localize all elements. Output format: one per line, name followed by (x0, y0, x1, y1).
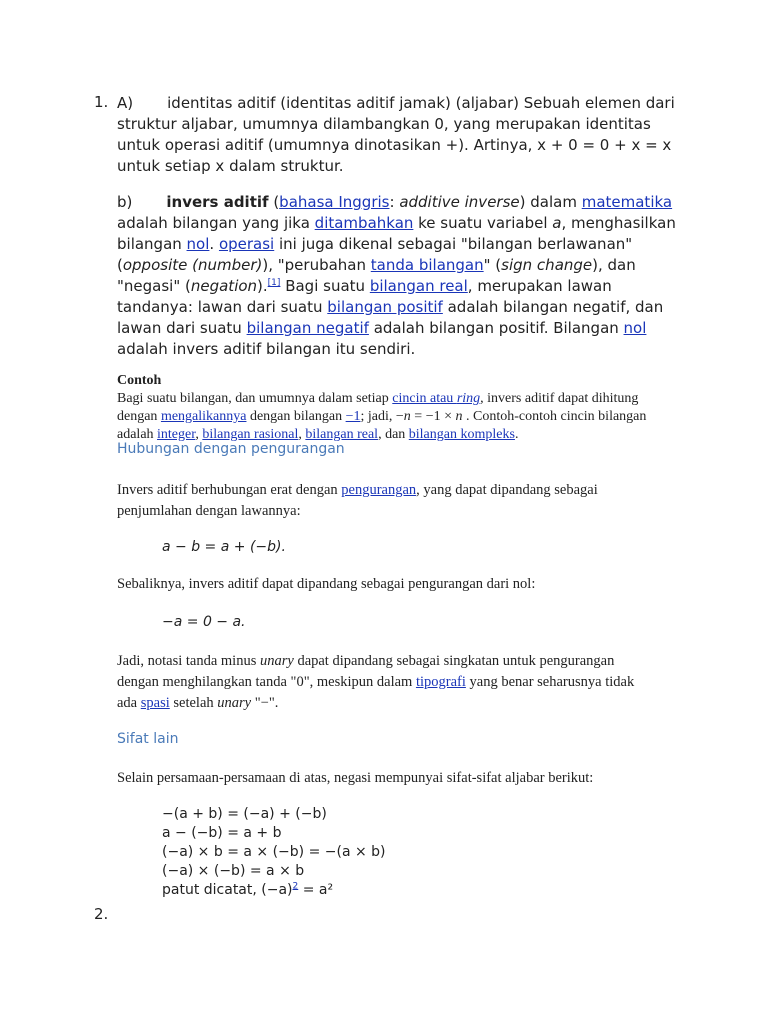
section-heading-hubungan: Hubungan dengan pengurangan (117, 441, 345, 457)
text: ), "perubahan (262, 256, 371, 274)
text: adalah bilangan positif. Bilangan (368, 319, 624, 337)
text: adalah bilangan negatif, dan lawan dari suatu (117, 298, 664, 337)
link-italic-text: ring (456, 391, 481, 406)
item-b-label: b) (117, 193, 133, 211)
list-number-1: 1. (94, 93, 109, 111)
link-nol[interactable]: nol (186, 235, 210, 253)
text: ; jadi, − (360, 409, 404, 424)
property-rule: (−a) × b = a × (−b) = −(a × b) (162, 844, 386, 860)
link-bilangan-positif[interactable]: bilangan positif (327, 298, 443, 316)
link-bahasa-inggris[interactable]: bahasa Inggris (279, 193, 390, 211)
properties-list (162, 805, 386, 900)
italic-text: additive inverse (399, 193, 520, 211)
italic-text: n (455, 409, 463, 424)
property-rule: −(a + b) = (−a) + (−b) (162, 806, 327, 822)
item-b-bold-term: invers aditif (166, 193, 269, 211)
text: ), dan "negasi" ( (117, 256, 636, 295)
link-tanda-bilangan[interactable]: tanda bilangan (370, 256, 484, 274)
item-a-text: identitas aditif (identitas aditif jamak) (aljabar) Sebuah elemen dari struktur aljabar, umumnya dilambangkan 0, yang merupakan identitas untuk operasi aditif (umumnya dinotasikan +). Artinya, x + 0 = 0 + x = x untuk setiap x dalam struktur. (117, 94, 675, 175)
text: , invers aditif dapat dihitung dengan (117, 391, 639, 424)
note-text-end: = a² (298, 882, 334, 898)
link-pengurangan[interactable]: pengurangan (341, 482, 417, 498)
link-nol-2[interactable]: nol (623, 319, 647, 337)
text: . (209, 235, 219, 253)
link-operasi[interactable]: operasi (218, 235, 275, 253)
note-reference-link[interactable]: 2 (292, 881, 299, 892)
text: ). (257, 277, 268, 295)
section-heading-sifat-lain: Sifat lain (117, 731, 179, 747)
text: . (514, 427, 519, 442)
text: ( (268, 193, 280, 211)
link-cincin[interactable] (392, 391, 480, 406)
italic-text: negation (190, 277, 258, 295)
text: "−". (251, 695, 279, 711)
text: setelah (169, 695, 218, 711)
text: dapat dipandang sebagai singkatan untuk pengurangan dengan menghilangkan tanda "0", meskipun dalam (117, 653, 615, 690)
text: ke suatu variabel (413, 214, 553, 232)
link-bilangan-real[interactable]: bilangan real (369, 277, 468, 295)
italic-text: opposite (number) (122, 256, 263, 274)
list-number-2: 2. (94, 905, 109, 923)
property-rule: a − (−b) = a + b (162, 825, 282, 841)
text: Invers aditif berhubungan erat dengan (117, 482, 342, 498)
link-bilangan-negatif[interactable]: bilangan negatif (246, 319, 369, 337)
link-bilangan-kompleks[interactable]: bilangan kompleks (408, 427, 515, 442)
hubungan-paragraph-3 (117, 651, 637, 714)
link-text: cincin atau (392, 391, 457, 406)
link-matematika[interactable]: matematika (581, 193, 673, 211)
reference-link-1[interactable]: [1] (267, 278, 281, 288)
link-tipografi[interactable]: tipografi (415, 674, 466, 690)
item-b-paragraph (117, 192, 687, 360)
text: dengan bilangan (246, 409, 346, 424)
text: " ( (483, 256, 502, 274)
text: , merupakan lawan tandanya: lawan dari suatu (117, 277, 612, 316)
text: ) dalam (519, 193, 582, 211)
link-bilangan-rasional[interactable]: bilangan rasional (202, 427, 299, 442)
text: Bagi suatu (280, 277, 370, 295)
sifat-paragraph: Selain persamaan-persamaan di atas, negasi mempunyai sifat-sifat aljabar berikut: (117, 770, 594, 786)
text: ini juga dikenal sebagai "bilangan berlawanan" ( (117, 235, 633, 274)
text: Bagi suatu bilangan, dan umumnya dalam setiap (117, 391, 393, 406)
item-a-label: A) (117, 94, 134, 112)
hubungan-paragraph-2: Sebaliknya, invers aditif dapat dipandang sebagai pengurangan dari nol: (117, 576, 536, 592)
text: , menghasilkan bilangan (117, 214, 676, 253)
link-mengalikannya[interactable]: mengalikannya (160, 409, 247, 424)
italic-text: sign change (501, 256, 593, 274)
italic-text: unary (259, 653, 294, 669)
link-minus-one[interactable]: −1 (345, 409, 361, 424)
contoh-section (117, 372, 647, 444)
text: adalah bilangan yang jika (117, 214, 315, 232)
text: . Contoh-contoh cincin bilangan adalah (117, 409, 647, 442)
text: , (195, 427, 203, 442)
italic-text: unary (217, 695, 252, 711)
italic-text: n (403, 409, 411, 424)
hubungan-paragraph-1 (117, 480, 637, 522)
text: , yang dapat dipandang sebagai penjumlahan dengan lawannya: (117, 482, 598, 519)
text: adalah invers aditif bilangan itu sendiri. (117, 340, 416, 358)
contoh-title: Contoh (117, 373, 162, 388)
item-a-paragraph (117, 93, 687, 177)
note-text: patut dicatat, (−a) (162, 882, 293, 898)
text: , dan (378, 427, 409, 442)
link-spasi[interactable]: spasi (140, 695, 170, 711)
link-bilangan-real-2[interactable]: bilangan real (305, 427, 379, 442)
text: Jadi, notasi tanda minus (117, 653, 260, 669)
italic-text: a (552, 214, 562, 232)
text: yang benar seharusnya tidak ada (117, 674, 635, 711)
link-ditambahkan[interactable]: ditambahkan (314, 214, 414, 232)
text: : (389, 193, 400, 211)
formula-negation: −a = 0 − a. (162, 614, 246, 630)
property-note (162, 881, 386, 900)
property-rule: (−a) × (−b) = a × b (162, 863, 305, 879)
contoh-paragraph (117, 390, 647, 444)
formula-subtraction: a − b = a + (−b). (162, 539, 286, 555)
text: = −1 × (410, 409, 456, 424)
link-integer[interactable]: integer (157, 427, 196, 442)
text: , (298, 427, 306, 442)
